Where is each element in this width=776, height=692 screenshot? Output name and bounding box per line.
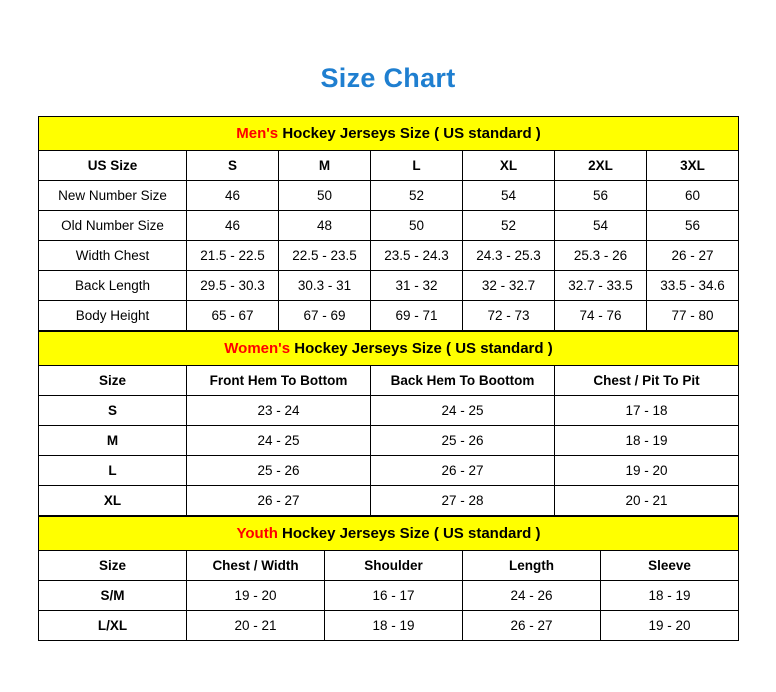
mens-row-2-cell-1: 22.5 - 23.5 [279,241,371,271]
table-row [39,426,739,456]
youth-header-cell-3: Length [463,551,601,581]
mens-row-2-cell-0: 21.5 - 22.5 [187,241,279,271]
youth-row-1-cell-1: 18 - 19 [325,611,463,641]
mens-row-4-cell-5: 77 - 80 [647,301,739,331]
womens-row-0-cell-0: 23 - 24 [187,396,371,426]
mens-row-3-cell-3: 32 - 32.7 [463,271,555,301]
mens-row-0-cell-2: 52 [371,181,463,211]
womens-size-table [38,331,739,516]
womens-row-2-cell-1: 26 - 27 [371,456,555,486]
womens-row-2-label: L [39,456,187,486]
womens-row-2-cell-0: 25 - 26 [187,456,371,486]
table-header-row [39,151,739,181]
youth-header-cell-0: Size [39,551,187,581]
mens-row-1-cell-2: 50 [371,211,463,241]
youth-banner-accent: Youth [236,525,278,543]
mens-row-2-label: Width Chest [39,241,187,271]
youth-row-1-label: L/XL [39,611,187,641]
mens-banner [39,117,739,151]
youth-header-cell-2: Shoulder [325,551,463,581]
womens-row-3-label: XL [39,486,187,516]
mens-row-3-cell-2: 31 - 32 [371,271,463,301]
mens-row-2-cell-5: 26 - 27 [647,241,739,271]
tables-container [38,116,738,641]
womens-row-1-label: M [39,426,187,456]
mens-row-4-label: Body Height [39,301,187,331]
table-header-row [39,366,739,396]
mens-header-cell-0: US Size [39,151,187,181]
table-row [39,271,739,301]
mens-row-4-cell-3: 72 - 73 [463,301,555,331]
table-row [39,611,739,641]
mens-banner-rest: Hockey Jerseys Size ( US standard ) [278,125,541,143]
womens-banner [39,332,739,366]
youth-header-cell-1: Chest / Width [187,551,325,581]
youth-row-1-cell-2: 26 - 27 [463,611,601,641]
womens-row-1-cell-1: 25 - 26 [371,426,555,456]
mens-row-1-cell-4: 54 [555,211,647,241]
mens-row-2-cell-4: 25.3 - 26 [555,241,647,271]
mens-row-1-cell-1: 48 [279,211,371,241]
mens-row-3-label: Back Length [39,271,187,301]
table-row [39,181,739,211]
youth-header-cell-4: Sleeve [601,551,739,581]
mens-row-3-cell-5: 33.5 - 34.6 [647,271,739,301]
youth-row-1-cell-3: 19 - 20 [601,611,739,641]
mens-header-cell-3: L [371,151,463,181]
mens-row-3-cell-0: 29.5 - 30.3 [187,271,279,301]
mens-row-1-cell-0: 46 [187,211,279,241]
youth-banner [39,517,739,551]
womens-banner-rest: Hockey Jerseys Size ( US standard ) [290,340,553,358]
womens-header-cell-3: Chest / Pit To Pit [555,366,739,396]
table-row [39,396,739,426]
table-banner-row [39,517,739,551]
table-header-row [39,551,739,581]
mens-row-0-cell-3: 54 [463,181,555,211]
table-row [39,581,739,611]
youth-row-0-cell-0: 19 - 20 [187,581,325,611]
page-title: Size Chart [320,63,456,93]
table-row [39,486,739,516]
womens-row-1-cell-2: 18 - 19 [555,426,739,456]
womens-row-0-label: S [39,396,187,426]
table-row [39,456,739,486]
womens-row-3-cell-1: 27 - 28 [371,486,555,516]
mens-header-cell-5: 2XL [555,151,647,181]
womens-row-1-cell-0: 24 - 25 [187,426,371,456]
table-row [39,241,739,271]
mens-header-cell-6: 3XL [647,151,739,181]
table-banner-row [39,332,739,366]
mens-header-cell-2: M [279,151,371,181]
mens-row-4-cell-2: 69 - 71 [371,301,463,331]
youth-row-0-cell-1: 16 - 17 [325,581,463,611]
table-row [39,301,739,331]
youth-size-table [38,516,739,641]
table-banner-row [39,117,739,151]
mens-row-3-cell-1: 30.3 - 31 [279,271,371,301]
youth-banner-rest: Hockey Jerseys Size ( US standard ) [277,525,541,543]
mens-row-0-cell-0: 46 [187,181,279,211]
mens-header-cell-4: XL [463,151,555,181]
womens-row-3-cell-2: 20 - 21 [555,486,739,516]
womens-header-cell-1: Front Hem To Bottom [187,366,371,396]
womens-row-0-cell-2: 17 - 18 [555,396,739,426]
youth-row-0-label: S/M [39,581,187,611]
mens-row-4-cell-1: 67 - 69 [279,301,371,331]
mens-row-1-cell-5: 56 [647,211,739,241]
mens-row-0-cell-1: 50 [279,181,371,211]
youth-row-0-cell-2: 24 - 26 [463,581,601,611]
mens-row-0-cell-5: 60 [647,181,739,211]
mens-row-0-label: New Number Size [39,181,187,211]
mens-size-table [38,116,739,331]
mens-row-2-cell-2: 23.5 - 24.3 [371,241,463,271]
mens-row-4-cell-4: 74 - 76 [555,301,647,331]
mens-row-1-cell-3: 52 [463,211,555,241]
mens-row-0-cell-4: 56 [555,181,647,211]
womens-row-0-cell-1: 24 - 25 [371,396,555,426]
womens-row-3-cell-0: 26 - 27 [187,486,371,516]
womens-row-2-cell-2: 19 - 20 [555,456,739,486]
mens-row-2-cell-3: 24.3 - 25.3 [463,241,555,271]
youth-row-0-cell-3: 18 - 19 [601,581,739,611]
mens-banner-accent: Men's [236,125,279,143]
womens-header-cell-0: Size [39,366,187,396]
womens-banner-accent: Women's [224,340,291,358]
mens-row-4-cell-0: 65 - 67 [187,301,279,331]
mens-row-1-label: Old Number Size [39,211,187,241]
mens-header-cell-1: S [187,151,279,181]
womens-header-cell-2: Back Hem To Boottom [371,366,555,396]
table-row [39,211,739,241]
mens-row-3-cell-4: 32.7 - 33.5 [555,271,647,301]
youth-row-1-cell-0: 20 - 21 [187,611,325,641]
